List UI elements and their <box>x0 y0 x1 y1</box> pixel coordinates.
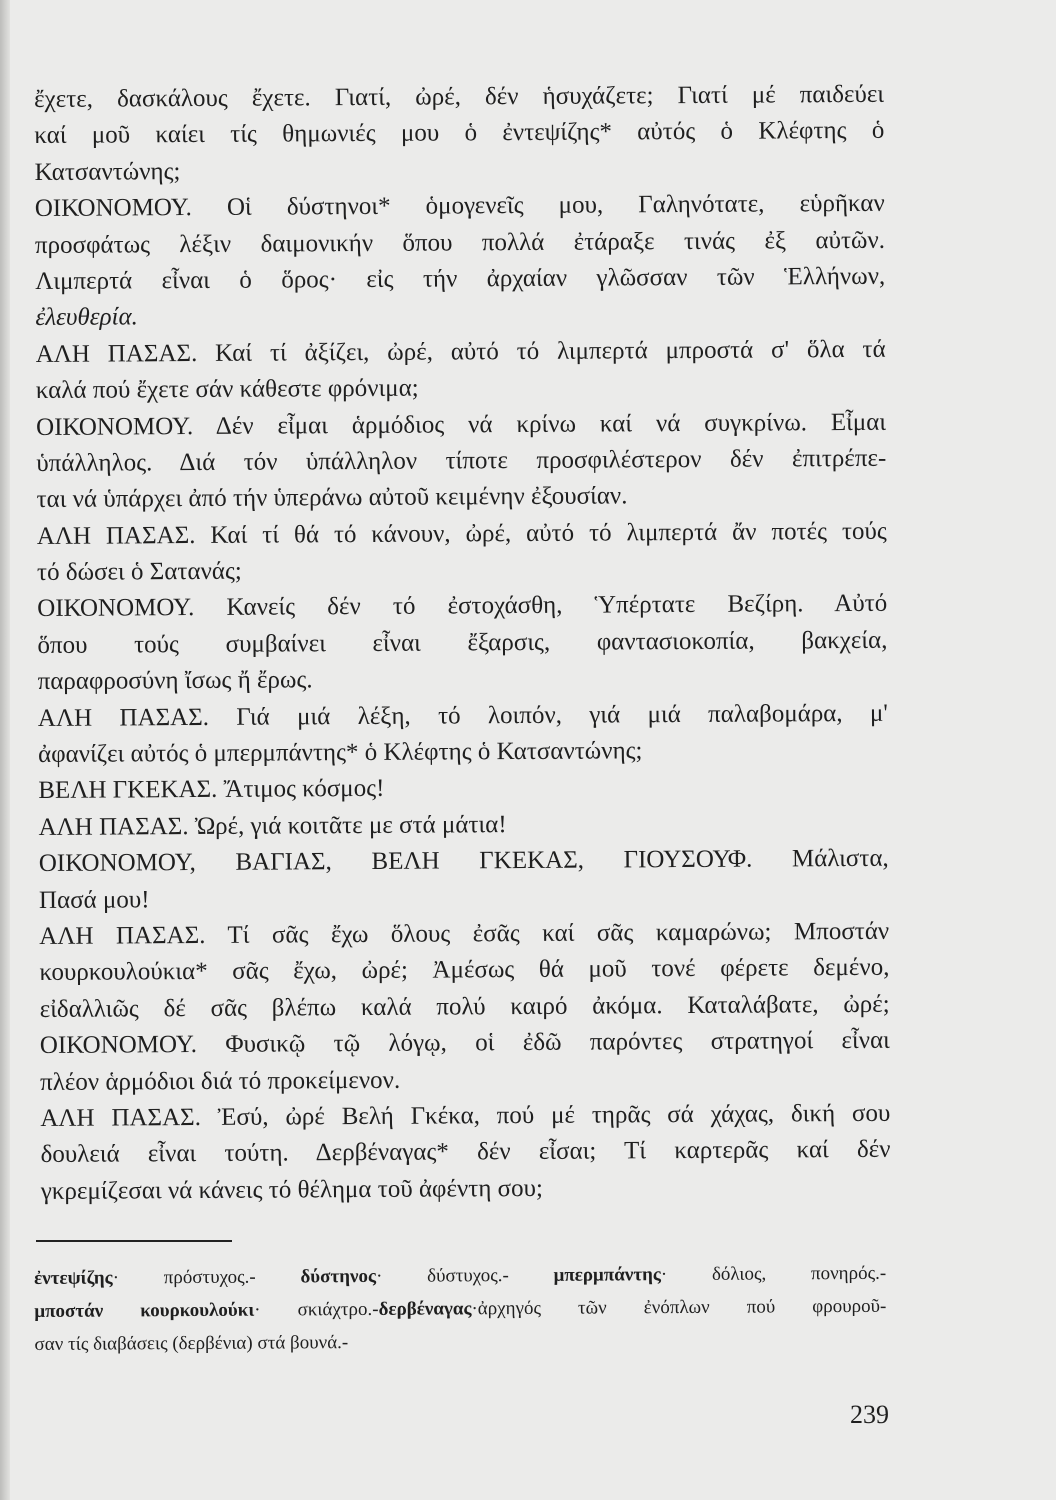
text-line: ΒΕΛΗ ΓΚΕΚΑΣ. Ἄτιμος κόσμος! <box>38 775 385 805</box>
text-line: παραφροσύνη ἴσως ἤ ἔρως. <box>37 666 313 696</box>
footnote-definition: ἀρχηγός τῶν ἐνόπλων πού φρουροῦ- <box>477 1295 887 1320</box>
text-line: ΟΙΚΟΝΟΜΟΥ. Κανείς δέν τό ἐστοχάσθη, Ὑπέρτατε Βεζίρη. Αὐτό <box>37 590 888 623</box>
footnotes <box>34 1257 887 1361</box>
text-line: ἐλευθερία. <box>35 303 138 332</box>
footnote-line: ἐντεψίζης· πρόστυχος.- δύστηνος· δύστυχος.- μπερμπάντης· δόλιος, πονηρός.- <box>34 1262 887 1289</box>
main-text <box>34 77 891 1210</box>
text-line: ΑΛΗ ΠΑΣΑΣ. Καί τί θά τό κάνουν, ὠρέ, αὐτό τό λιμπερτά ἄν ποτές τούς <box>36 517 887 550</box>
text-line: ΟΙΚΟΝΟΜΟΥ. Οἱ δύστηνοι* ὁμογενεῖς μου, Γαληνότατε, εὑρῆκαν <box>34 189 885 223</box>
page-number: 239 <box>850 1400 889 1429</box>
text-line: προσφάτως λέξιν δαιμονικήν ὅπου πολλά ἐτάραξε τινάς ἐξ αὐτῶν. <box>34 226 886 259</box>
text-line: ΟΙΚΟΝΟΜΟΥ. Δέν εἶμαι ἁρμόδιος νά κρίνω καί νά συγκρίνω. Εἶμαι <box>36 408 887 441</box>
text-line: ΟΙΚΟΝΟΜΟΥ, ΒΑΓΙΑΣ, ΒΕΛΗ ΓΚΕΚΑΣ, ΓΙΟΥΣΟΥΦ. Μάλιστα, <box>38 844 889 878</box>
text-line: ΑΛΗ ΠΑΣΑΣ. Τί σᾶς ἔχω ὅλους ἐσᾶς καί σᾶς καμαρώνω; Μποστάν <box>39 917 890 950</box>
text-line: ΑΛΗ ΠΑΣΑΣ. Καί τί ἀξίζει, ὠρέ, αὐτό τό λιμπερτά μπροστά σ' ὅλα τά <box>35 335 886 368</box>
text-line: τό δώσει ὁ Σατανάς; <box>36 557 242 587</box>
text-line: ὑπάλληλος. Διά τόν ὑπάλληλον τίποτε προσφιλέστερον δέν ἐπιτρέπε- <box>36 444 887 477</box>
text-line: ὅπου τούς συμβαίνει εἶναι ἔξαρσις, φαντασιοκοπία, βακχεία, <box>37 626 888 659</box>
text-line: ΟΙΚΟΝΟΜΟΥ. Φυσικῷ τῷ λόγῳ, οἱ ἐδῶ παρόντες στρατηγοί εἶναι <box>39 1026 890 1060</box>
footnote-term: μποστάν κουρκουλούκι <box>34 1299 255 1322</box>
footnote-separator <box>36 1240 232 1242</box>
footnote-term: δύστηνος <box>300 1265 377 1288</box>
text-line: ΑΛΗ ΠΑΣΑΣ. Ἐσύ, ὠρέ Βελή Γκέκα, πού μέ τηρᾶς σά χάχας, δική σου <box>40 1099 891 1132</box>
text-line: ΑΛΗ ΠΑΣΑΣ. Ὠρέ, γιά κοιτᾶτε με στά μάτια! <box>38 810 507 841</box>
footnote-line <box>34 1323 886 1361</box>
text-line: ται νά ὑπάρχει ἀπό τήν ὑπεράνω αὐτοῦ κειμένην ἐξουσίαν. <box>36 482 628 514</box>
text-line: Κατσαντώνης; <box>34 157 181 186</box>
footnote-term: ἐντεψίζης <box>34 1267 113 1289</box>
text-line: ἔχετε, δασκάλους ἔχετε. Γιατί, ὠρέ, δέν ἡσυχάζετε; Γιατί μέ παιδεύει <box>34 80 885 113</box>
text-line: δουλειά εἶναι τούτη. Δερβέναγας* δέν εἶσαι; Τί καρτερᾶς καί δέν <box>40 1136 891 1169</box>
footnote-definition: δύστυχος.- <box>427 1265 509 1287</box>
footnote-definition: πρόστυχος.- <box>163 1266 256 1289</box>
text-line: καί μοῦ καίει τίς θημωνιές μου ὁ ἐντεψίζης* αὐτός ὁ Κλέφτης ὁ <box>34 117 885 150</box>
footnote-definition: δόλιος, πονηρός.- <box>711 1262 887 1285</box>
text-line: ἀφανίζει αὐτός ὁ μπερμπάντης* ὁ Κλέφτης ὁ Κατσαντώνης; <box>38 737 643 769</box>
text-line: εἰδαλλιῶς δέ σᾶς βλέπω καλά πολύ καιρό ἀκόμα. Καταλάβατε, ὠρέ; <box>39 990 890 1023</box>
text-line: Λιμπερτά εἶναι ὁ ὅρος· εἰς τήν ἀρχαίαν γλῶσσαν τῶν Ἑλλήνων, <box>35 262 886 295</box>
binding-shadow <box>0 0 10 1500</box>
text-line: κουρκουλούκια* σᾶς ἔχω, ὠρέ; Ἀμέσως θά μοῦ τονέ φέρετε δεμένο, <box>39 954 890 987</box>
footnote-line: μποστάν κουρκουλούκι· σκιάχτρο.-δερβέναγας·ἀρχηγός τῶν ἐνόπλων πού φρουροῦ- <box>34 1295 887 1322</box>
text-line: Πασά μου! <box>38 885 150 914</box>
text-line: πλέον ἁρμόδιοι διά τό προκείμενον. <box>40 1066 401 1096</box>
text-line: γκρεμίζεσαι νά κάνεις τό θέλημα τοῦ ἀφέντη σου; <box>40 1174 543 1205</box>
footnote-definition: σαν τίς διαβάσεις (δερβένια) στά βουνά.- <box>34 1332 349 1355</box>
footnote-term: δερβέναγας <box>378 1298 472 1320</box>
text-line: ΑΛΗ ΠΑΣΑΣ. Γιά μιά λέξη, τό λοιπόν, γιά μιά παλαβομάρα, μ' <box>37 699 888 732</box>
footnote-definition: σκιάχτρο.- <box>297 1298 379 1321</box>
text-line: καλά πού ἔχετε σάν κάθεστε φρόνιμα; <box>35 374 419 405</box>
footnote-term: μπερμπάντης <box>553 1264 661 1286</box>
